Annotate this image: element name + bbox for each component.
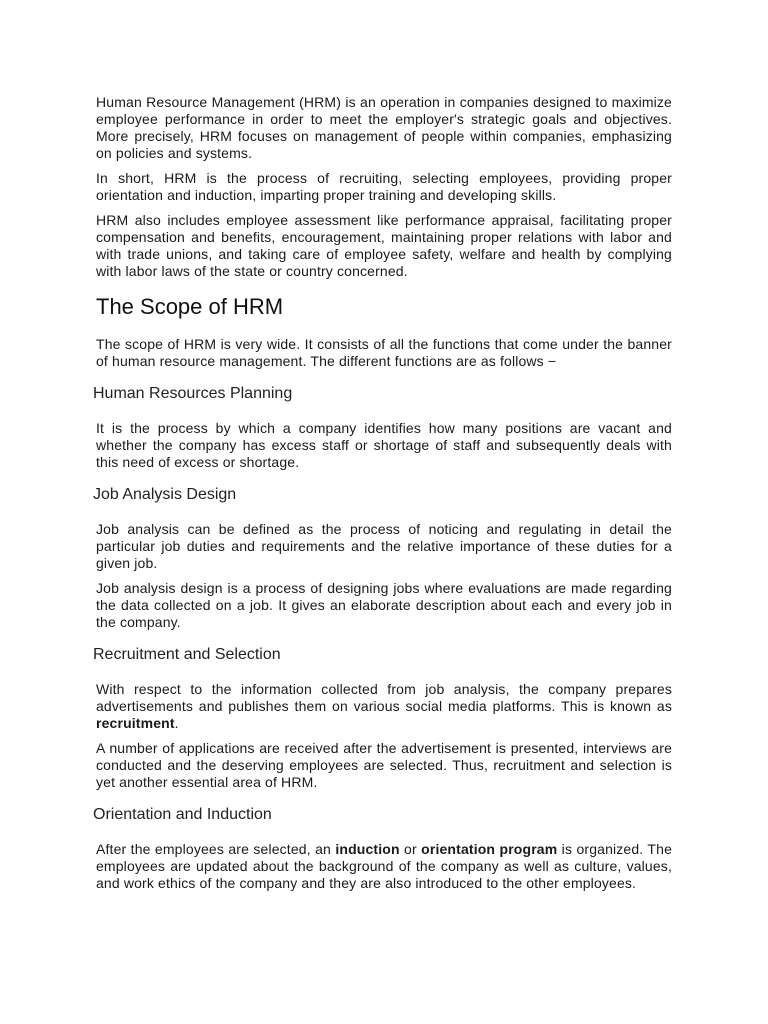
orientation-heading: Orientation and Induction xyxy=(93,806,272,823)
scope-paragraph: The scope of HRM is very wide. It consists of all the functions that come under the banner of human resource management. The different functions are as follows − xyxy=(96,336,672,369)
recruitment-heading: Recruitment and Selection xyxy=(93,646,281,663)
recruitment-text-before: With respect to the information collected from job analysis, the company prepares advertisements and publishes them on various social media platforms. This is known as xyxy=(96,681,672,714)
job-analysis-paragraph-2: Job analysis design is a process of designing jobs where evaluations are made regarding the data collected on a job. It gives an elaborate description about each and every job in the company. xyxy=(96,580,672,630)
orientation-paragraph xyxy=(96,841,672,892)
orientation-text-before: After the employees are selected, an xyxy=(96,841,336,857)
recruitment-paragraph-1 xyxy=(96,681,672,732)
recruitment-paragraph-2: A number of applications are received after the advertisement is presented, interviews are conducted and the deserving employees are selected. Thus, recruitment and selection is yet another essential area of HRM. xyxy=(96,740,672,790)
recruitment-text-after: . xyxy=(174,715,179,731)
planning-heading: Human Resources Planning xyxy=(93,385,293,402)
intro-paragraph-1: Human Resource Management (HRM) is an operation in companies designed to maximize employee performance in order to meet the employer's strategic goals and objectives. More precisely, HRM focuses on management of people within companies, emphasizing on policies and systems. xyxy=(96,94,672,161)
intro-paragraph-2: In short, HRM is the process of recruiting, selecting employees, providing proper orientation and induction, imparting proper training and developing skills. xyxy=(96,170,672,203)
scope-heading: The Scope of HRM xyxy=(96,294,284,319)
orientation-program-term: orientation program xyxy=(421,841,558,857)
orientation-text-after: is organized. The employees are updated about the background of the company as well as culture, values, and work ethics of the company and they are also introduced to the other employees. xyxy=(96,841,672,891)
job-analysis-paragraph-1: Job analysis can be defined as the process of noticing and regulating in detail the particular job duties and requirements and the relative importance of these duties for a given job. xyxy=(96,521,672,571)
job-analysis-heading: Job Analysis Design xyxy=(93,486,237,503)
orientation-text-mid: or xyxy=(399,841,422,857)
document-page xyxy=(93,94,672,900)
recruitment-term: recruitment xyxy=(96,715,175,731)
planning-paragraph: It is the process by which a company identifies how many positions are vacant and whether the company has excess staff or shortage of staff and subsequently deals with this need of excess or shortage. xyxy=(96,420,672,470)
intro-paragraph-3: HRM also includes employee assessment like performance appraisal, facilitating proper compensation and benefits, encouragement, maintaining proper relations with labor and with trade unions, and taking care of employee safety, welfare and health by complying with labor laws of the state or country concerned. xyxy=(96,212,672,279)
induction-term: induction xyxy=(335,841,400,857)
